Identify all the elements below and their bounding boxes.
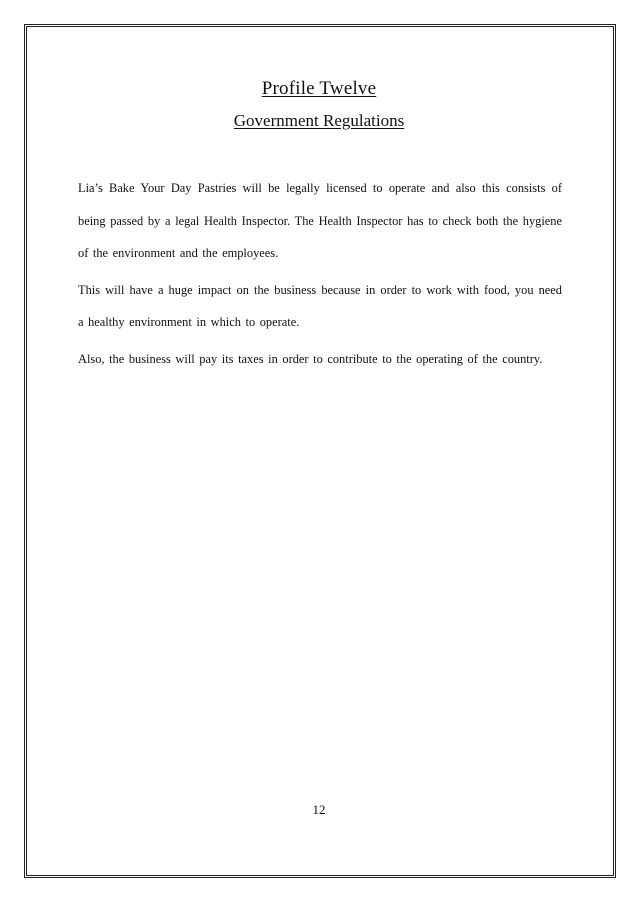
page-border — [26, 26, 614, 876]
paragraph-impact: This will have a huge impact on the business because in order to work with food, you need a healthy environment in which to operate. — [78, 282, 562, 329]
body-text — [78, 172, 562, 379]
section-heading: Government Regulations — [233, 111, 405, 130]
page-title: Profile Twelve — [261, 78, 377, 99]
paragraph-licensing: Lia’s Bake Your Day Pastries will be legally licensed to operate and also this consists of being passed by a legal Health Inspector. The Health Inspector has to check both the hygiene of the environment and the employees. — [78, 181, 562, 260]
page-number: 12 — [312, 802, 326, 817]
paragraph-taxes: Also, the business will pay its taxes in order to contribute to the operating of the country. — [78, 351, 543, 366]
